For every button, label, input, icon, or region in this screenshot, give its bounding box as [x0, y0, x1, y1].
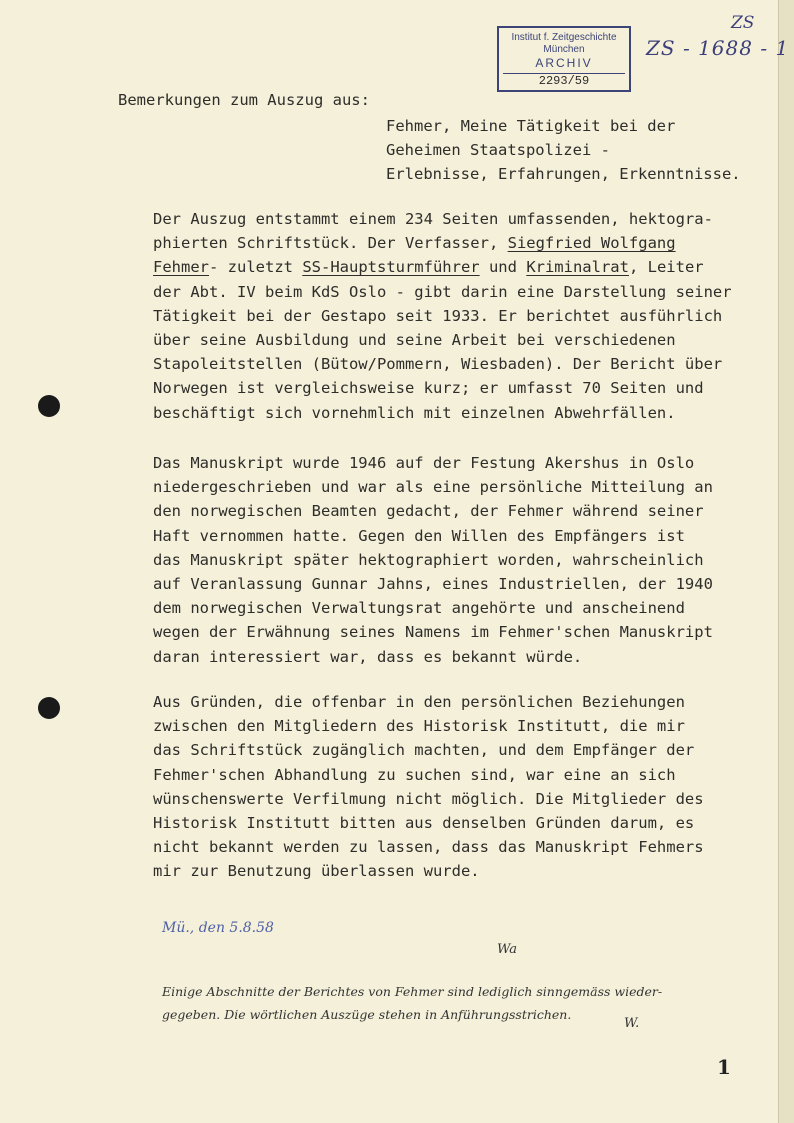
- text-line: mir zur Benutzung überlassen wurde.: [153, 862, 480, 881]
- text-line: das Manuskript später hektographiert worden, wahrscheinlich: [153, 550, 704, 569]
- paragraph-2: [153, 451, 765, 669]
- text-line: Aus Gründen, die offenbar in den persönlichen Beziehungen: [153, 693, 685, 711]
- text-line: niedergeschrieben und war als eine persönliche Mitteilung an: [153, 478, 713, 497]
- text-line: Fehmer'schen Abhandlung zu suchen sind, war eine an sich: [153, 765, 676, 784]
- paragraph-3: [153, 690, 765, 884]
- page-number: 1: [717, 1055, 731, 1079]
- text-span: - zuletzt: [209, 258, 303, 277]
- text-line: Tätigkeit bei der Gestapo seit 1933. Er berichtet ausführlich: [153, 306, 723, 325]
- text-line: der Abt. IV beim KdS Oslo - gibt darin eine Darstellung seiner: [153, 282, 732, 301]
- text-line: Das Manuskript wurde 1946 auf der Festung Akershus in Oslo: [153, 454, 695, 472]
- stamp-institute: Institut f. Zeitgeschichte: [511, 32, 617, 43]
- text-line: [153, 231, 765, 255]
- text-line: wegen der Erwähnung seines Namens im Fehmer'schen Manuskript: [153, 623, 713, 642]
- text-span: , Leiter: [628, 258, 704, 277]
- paper-edge: [778, 0, 794, 1123]
- note-initial: W.: [624, 1016, 640, 1031]
- text-line: daran interessiert war, dass es bekannt würde.: [153, 647, 583, 666]
- handwritten-note-line: gegeben. Die wörtlichen Auszüge stehen in Anführungsstrichen.: [162, 1007, 572, 1022]
- text-line: Stapoleitstellen (Bütow/Pommern, Wiesbaden). Der Bericht über: [153, 355, 723, 374]
- author-surname: Fehmer: [153, 258, 209, 277]
- zs-mark: ZS: [731, 13, 755, 33]
- archive-stamp: [497, 26, 631, 92]
- stamp-divider: [503, 73, 625, 74]
- heading: Bemerkungen zum Auszug aus:: [118, 91, 370, 109]
- text-line: Haft vernommen hatte. Gegen den Willen des Empfängers ist: [153, 526, 685, 545]
- source-title: [386, 114, 741, 186]
- handwritten-note-line: Einige Abschnitte der Berichtes von Fehmer sind lediglich sinngemäss wieder-: [162, 984, 663, 999]
- title-line: Fehmer, Meine Tätigkeit bei der: [386, 117, 676, 135]
- stamp-number: 2293/59: [538, 74, 590, 88]
- stamp-city: München: [543, 44, 585, 55]
- text-line: wünschenswerte Verfilmung nicht möglich. Die Mitglieder des: [153, 789, 704, 808]
- title-line: Erlebnisse, Erfahrungen, Erkenntnisse.: [386, 165, 741, 183]
- text-line: Historisk Institutt bitten aus denselben Gründen darum, es: [153, 814, 695, 833]
- text-span: phierten Schriftstück. Der Verfasser,: [153, 234, 508, 253]
- text-line: Der Auszug entstammt einem 234 Seiten umfassenden, hektogra-: [153, 210, 713, 228]
- text-line: beschäftigt sich vornehmlich mit einzelnen Abwehrfällen.: [153, 403, 676, 422]
- text-line: [153, 255, 765, 279]
- text-line: zwischen den Mitgliedern des Historisk Institutt, die mir: [153, 717, 685, 736]
- text-line: den norwegischen Beamten gedacht, der Fehmer während seiner: [153, 502, 704, 521]
- paraph-signature: Wa: [497, 942, 517, 957]
- author-title: Kriminalrat: [526, 258, 629, 277]
- text-line: über seine Ausbildung und seine Arbeit bei verschiedenen: [153, 331, 676, 350]
- text-line: nicht bekannt werden zu lassen, dass das Manuskript Fehmers: [153, 838, 704, 857]
- author-rank: SS-Hauptsturmführer: [302, 258, 480, 277]
- title-line: Geheimen Staatspolizei -: [386, 141, 610, 159]
- punch-hole-top: [38, 395, 60, 417]
- text-line: Norwegen ist vergleichsweise kurz; er umfasst 70 Seiten und: [153, 379, 704, 398]
- author-name: Siegfried Wolfgang: [507, 234, 676, 253]
- zs-reference: ZS - 1688 - 1: [646, 36, 790, 60]
- text-line: das Schriftstück zugänglich machten, und dem Empfänger der: [153, 741, 695, 760]
- paragraph-1: [153, 207, 765, 425]
- text-span: und: [479, 258, 527, 277]
- stamp-archive: ARCHIV: [535, 56, 593, 70]
- text-line: auf Veranlassung Gunnar Jahns, eines Industriellen, der 1940: [153, 575, 713, 594]
- text-line: dem norwegischen Verwaltungsrat angehörte und anscheinend: [153, 599, 685, 618]
- place-date: Mü., den 5.8.58: [162, 920, 274, 936]
- punch-hole-bottom: [38, 697, 60, 719]
